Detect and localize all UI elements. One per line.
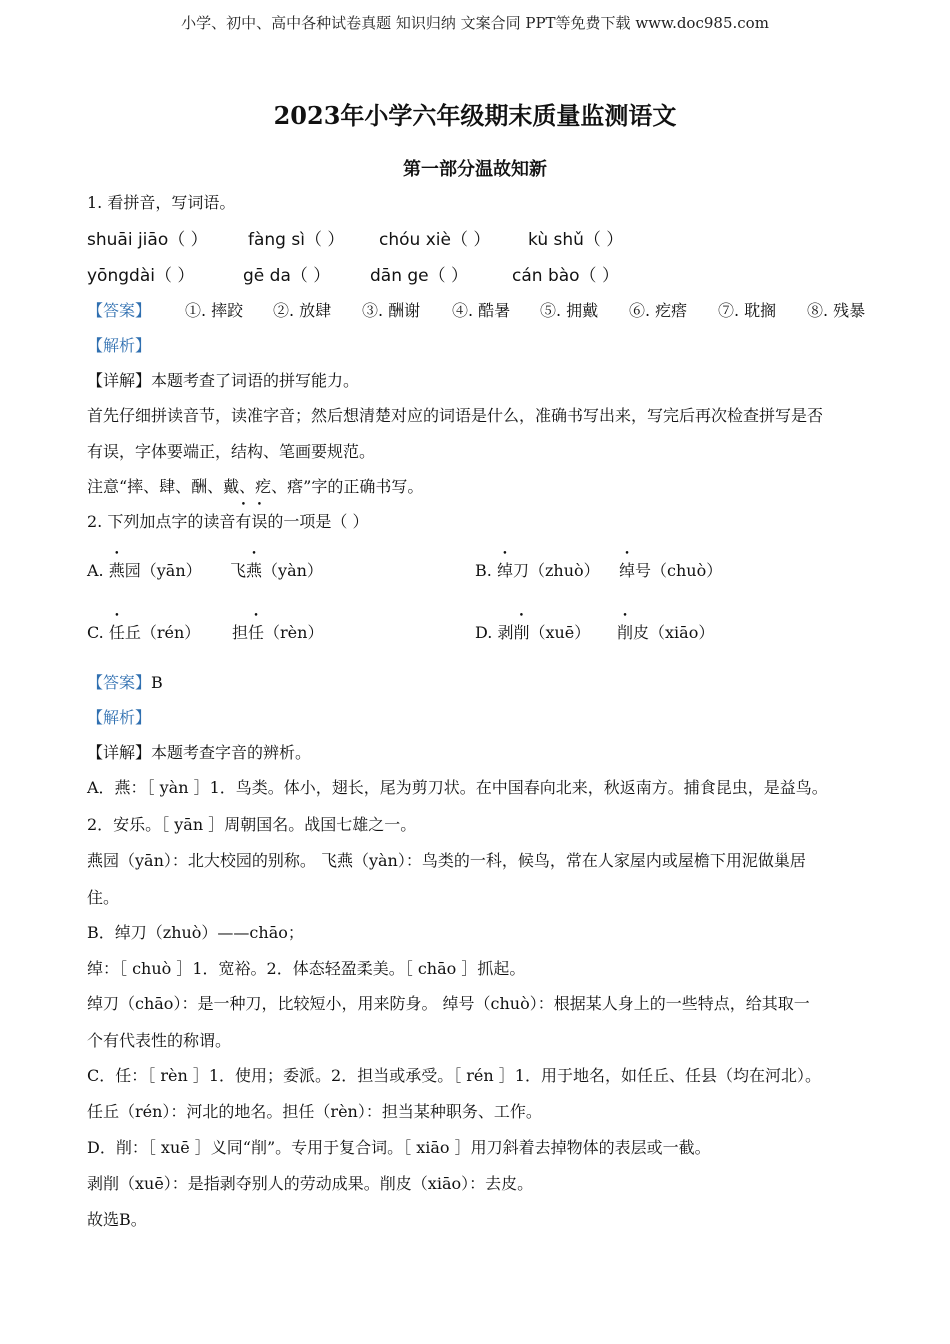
q1-answer-item: ④. 酷暑 (452, 301, 511, 320)
q1-answer-item: ②. 放肆 (273, 301, 332, 320)
q2-line: 剥削（xuē）：是指剥夺别人的劳动成果。削皮（xiāo）：去皮。 (87, 1174, 534, 1193)
q1-answer-item: ⑦. 耽搁 (718, 301, 777, 320)
q2-option-a-second: 飞燕（yàn） (230, 561, 323, 580)
q2-line: 绰：［ chuò ］1．宽裕。2．体态轻盈柔美。［ chāo ］抓起。 (87, 959, 526, 978)
q1-answer-tag: 【答案】 (87, 301, 152, 320)
q2-line: C．任：［ rèn ］1．使用；委派。2．担当或承受。［ rén ］1．用于地名，如任丘、任县（均在河北）。 (87, 1066, 821, 1085)
q2-option-b-second: 绰号（chuò） (619, 561, 723, 580)
q2-option-d-second: 削皮（xiāo） (617, 623, 715, 642)
section-title: 第一部分温故知新 (403, 159, 547, 180)
q1-pinyin-item: yōngdài（ ） (87, 266, 195, 286)
q1-pinyin-item: shuāi jiāo（ ） (87, 230, 208, 250)
q1-para: 首先仔细拼读音节，读准字音；然后想清楚对应的词语是什么，准确书写出来，写完后再次检查拼写是否 (87, 406, 824, 425)
q1-pinyin-item: gē da（ ） (243, 266, 331, 286)
page-header: 小学、初中、高中各种试卷真题 知识归纳 文案合同 PPT等免费下载 www.doc985.com (181, 14, 769, 32)
q1-answer-item: ③. 酬谢 (362, 301, 421, 320)
q1-pinyin-item: chóu xiè（ ） (379, 230, 491, 250)
q1-answer-item: ⑥. 疙瘩 (629, 301, 688, 320)
q2-option-b: B. 绰刀（zhuò） (475, 561, 600, 580)
q2-line: 故选B。 (87, 1210, 147, 1229)
q2-line: A．燕：［ yàn ］1．鸟类。体小，翅长，尾为剪刀状。在中国春向北来，秋返南方。捕食昆虫，是益鸟。 (87, 778, 828, 797)
q1-answer-item: ①. 摔跤 (185, 301, 244, 320)
q2-option-d: D. 剥削（xuē） (475, 623, 591, 642)
q1-pinyin-item: fàng sì（ ） (248, 230, 345, 250)
q2-analysis-tag: 【解析】 (87, 708, 152, 727)
q1-para: 注意“摔、肆、酬、戴、疙、瘩”字的正确书写。 (87, 477, 424, 496)
q1-analysis-tag: 【解析】 (87, 336, 152, 355)
q2-line: 住。 (87, 888, 120, 907)
q2-answer: 【答案】B (87, 673, 163, 692)
q1-answer-item: ⑧. 残暴 (807, 301, 866, 320)
q2-option-c-second: 担任（rèn） (232, 623, 324, 642)
q1-para: 有误，字体要端正，结构、笔画要规范。 (87, 442, 376, 461)
q1-pinyin-item: cán bào（ ） (512, 266, 619, 286)
q1-detail: 【详解】本题考查了词语的拼写能力。 (87, 371, 360, 390)
q2-prompt: 2. 下列加点字的读音有误的一项是（ ） (87, 512, 369, 531)
q2-line: 2．安乐。［ yān ］周朝国名。战国七雄之一。 (87, 815, 417, 834)
q2-option-c: C. 任丘（rén） (87, 623, 201, 642)
q2-line: 个有代表性的称谓。 (87, 1031, 232, 1050)
q1-prompt: 1. 看拼音，写词语。 (87, 193, 236, 212)
q1-pinyin-item: kù shǔ（ ） (528, 230, 624, 250)
q1-pinyin-item: dān ge（ ） (370, 266, 469, 286)
page-title: 2023年小学六年级期末质量监测语文 (273, 101, 677, 130)
q2-line: 燕园（yān）：北大校园的别称。 飞燕（yàn）：鸟类的一科，候鸟，常在人家屋内或屋檐下用泥做巢居 (87, 851, 806, 870)
q2-line: 绰刀（chāo）：是一种刀，比较短小，用来防身。 绰号（chuò）：根据某人身上的一些特点，给其取一 (87, 994, 810, 1013)
q2-line: 【详解】本题考查字音的辨析。 (87, 743, 312, 762)
q2-option-a: A. 燕园（yān） (87, 561, 202, 580)
q2-line: D．削：［ xuē ］义同“削”。专用于复合词。［ xiāo ］用刀斜着去掉物体的表层或一截。 (87, 1138, 711, 1157)
q1-answer-item: ⑤. 拥戴 (540, 301, 599, 320)
q2-line: B．绰刀（zhuò）——chāo； (87, 923, 304, 942)
q2-line: 任丘（rén）：河北的地名。担任（rèn）：担当某种职务、工作。 (87, 1102, 542, 1121)
